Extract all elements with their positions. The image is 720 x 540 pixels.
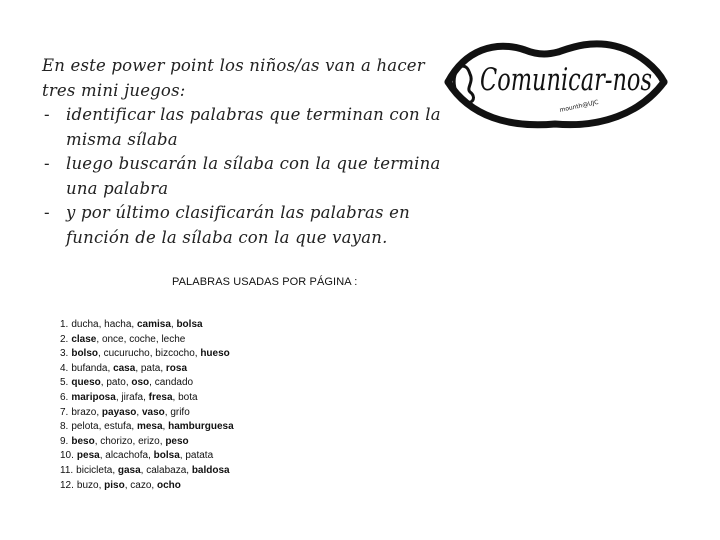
word: calabaza [146, 464, 187, 476]
word-list-line: 11. bicicleta, gasa, calabaza, baldosa [60, 464, 230, 476]
page-number: 2. [60, 333, 69, 345]
intro-lead: En este power point los niños/as van a hacer tres mini juegos: [42, 56, 425, 100]
word: ducha [71, 319, 99, 330]
page-number: 7. [60, 406, 69, 418]
word-list-line: 3. bolso, cucurucho, bizcocho, hueso [60, 348, 230, 360]
word-list-line: 8. pelota, estufa, mesa, hamburguesa [60, 421, 234, 433]
game-list [42, 103, 442, 250]
page-number: 5. [60, 377, 69, 389]
word-list-line: 1. ducha, hacha, camisa, bolsa [60, 319, 203, 330]
page-number: 9. [60, 435, 69, 447]
word: bota [178, 391, 198, 403]
word: pata [140, 362, 161, 374]
word: cazo [130, 479, 152, 491]
word-list-title: PALABRAS USADAS POR PÁGINA : [172, 276, 358, 288]
word: mariposa [71, 391, 116, 403]
word: baldosa [191, 464, 230, 476]
word: beso [71, 435, 95, 447]
word: vaso [141, 406, 165, 418]
page-number: 8. [60, 421, 69, 433]
word: erizo [138, 435, 160, 447]
word-list-line: 5. queso, pato, oso, candado [60, 377, 194, 389]
word: bolsa [153, 450, 180, 462]
page-number: 10. [60, 450, 74, 462]
word: ocho [156, 479, 181, 491]
word: queso [71, 377, 101, 389]
comunicar-nos-logo [440, 32, 670, 132]
game-item-3: - y por último clasificarán las palabras en función de la sílaba con la que vayan. [42, 201, 442, 250]
page-number: 12. [60, 479, 74, 491]
word: brazo [71, 406, 97, 418]
word: bufanda [71, 362, 108, 374]
page-number: 3. [60, 348, 69, 360]
word: piso [104, 479, 125, 491]
word: bicicleta [76, 464, 113, 476]
word: fresa [148, 391, 173, 403]
word-list-line: 7. brazo, payaso, vaso, grifo [60, 406, 190, 418]
word: jirafa [121, 391, 144, 403]
word: mesa [136, 421, 163, 433]
intro-text [42, 54, 442, 250]
word: pesa [76, 450, 100, 462]
logo-brand-text: Comunicar-nos [480, 62, 652, 98]
word: grifo [170, 406, 190, 418]
word: once [101, 333, 124, 345]
word: patata [185, 450, 214, 462]
word: cucurucho [103, 348, 150, 360]
word-list-line: 12. buzo, piso, cazo, ocho [60, 479, 181, 491]
word: leche [161, 333, 186, 345]
word: bizcocho [155, 348, 195, 360]
word: pato [106, 377, 126, 389]
game-item-1: - identificar las palabras que terminan con la misma sílaba [42, 103, 442, 152]
word: camisa [136, 319, 171, 330]
word: bolsa [176, 319, 203, 330]
word-list-line: 10. pesa, alcachofa, bolsa, patata [60, 450, 214, 462]
game-item-2: - luego buscarán la sílaba con la que termina una palabra [42, 152, 442, 201]
word: payaso [101, 406, 137, 418]
word: hueso [200, 348, 230, 360]
word: coche [129, 333, 156, 345]
word: buzo [76, 479, 99, 491]
word: hacha [104, 319, 132, 330]
word-list [60, 318, 360, 493]
word-list-line: 9. beso, chorizo, erizo, peso [60, 435, 189, 447]
word: pelota [71, 421, 99, 433]
logo-subtext: mounth@UJC [558, 98, 600, 114]
word-list-line: 6. mariposa, jirafa, fresa, bota [60, 391, 198, 403]
word-list-line: 2. clase, once, coche, leche [60, 333, 186, 345]
page-number: 6. [60, 391, 69, 403]
word: peso [165, 435, 189, 447]
word: clase [71, 333, 97, 345]
word: alcachofa [105, 450, 149, 462]
page-number: 4. [60, 362, 69, 374]
page-number: 1. [60, 319, 69, 330]
word: chorizo [100, 435, 133, 447]
word: bolso [71, 348, 99, 360]
word: rosa [165, 362, 188, 374]
word: casa [113, 362, 136, 374]
word: estufa [104, 421, 132, 433]
word: hamburguesa [168, 421, 234, 433]
page-number: 11. [60, 464, 74, 476]
word: oso [131, 377, 150, 389]
word: gasa [117, 464, 141, 476]
word-list-line: 4. bufanda, casa, pata, rosa [60, 362, 188, 374]
word: candado [154, 377, 194, 389]
